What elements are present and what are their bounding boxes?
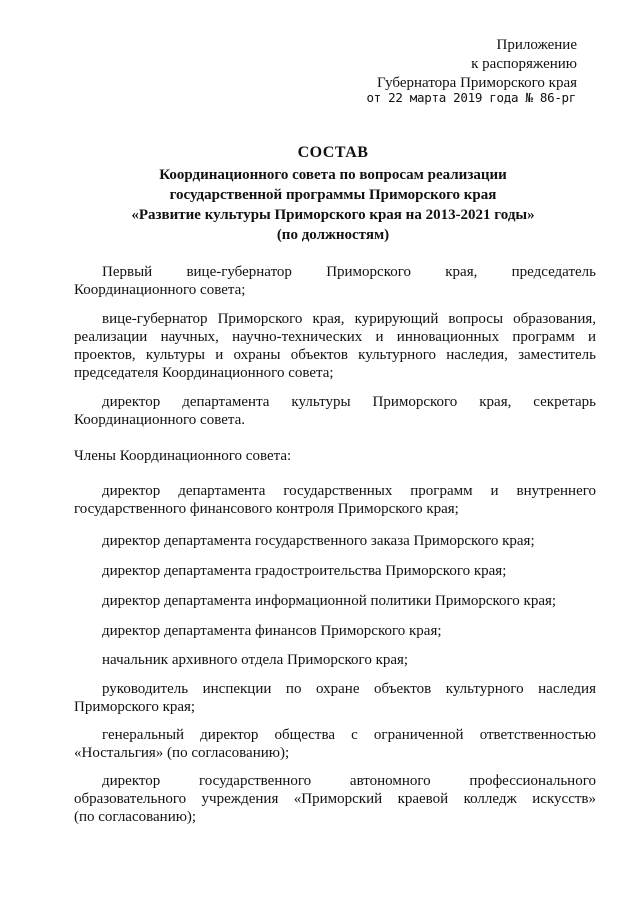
text-line: проектов, культуры и охраны объектов культурного наследия, заместитель bbox=[74, 347, 596, 363]
member-item: директор департамента информационной политики Приморского края; bbox=[102, 593, 557, 609]
document-title bbox=[74, 143, 592, 245]
text-line: реализации научных, научно-технических и инновационных программ и bbox=[74, 329, 596, 345]
paragraph-deputy bbox=[74, 310, 596, 382]
text-line: «Ностальгия» (по согласованию); bbox=[74, 745, 290, 761]
appendix-header bbox=[317, 36, 577, 93]
appendix-label: Приложение bbox=[496, 37, 577, 53]
member-item: директор департамента градостроительства Приморского края; bbox=[102, 563, 507, 579]
text-line: вице-губернатор Приморского края, курирующий вопросы образования, bbox=[102, 311, 596, 327]
title-line-1: Координационного совета по вопросам реализации bbox=[159, 167, 507, 183]
paragraph-secretary bbox=[74, 393, 596, 429]
text-line: Приморского края; bbox=[74, 699, 196, 715]
paragraph-chairman bbox=[74, 263, 596, 299]
member-item bbox=[74, 680, 596, 716]
text-line: образовательного учреждения «Приморский краевой колледж искусств» bbox=[74, 791, 596, 807]
appendix-governor: Губернатора Приморского края bbox=[377, 75, 577, 91]
title-line-4: (по должностям) bbox=[276, 227, 390, 243]
text-line: генеральный директор общества с ограниченной ответственностью bbox=[102, 727, 596, 743]
text-line: председателя Координационного совета; bbox=[74, 365, 334, 381]
order-date-stamp: от 22 марта 2019 года № 86-рг bbox=[366, 90, 576, 105]
text-line: Координационного совета. bbox=[74, 412, 245, 428]
text-line: Члены Координационного совета: bbox=[74, 448, 292, 464]
member-item: директор департамента финансов Приморского края; bbox=[102, 623, 442, 639]
text-line: Координационного совета; bbox=[74, 282, 246, 298]
text-line: государственного финансового контроля Приморского края; bbox=[74, 501, 459, 517]
text-line: директор департамента государственных программ и внутреннего bbox=[102, 483, 596, 499]
title-line-2: государственной программы Приморского края bbox=[169, 187, 497, 203]
member-item bbox=[74, 482, 596, 518]
member-item bbox=[74, 772, 596, 826]
text-line: директор государственного автономного профессионального bbox=[102, 773, 596, 789]
members-heading bbox=[74, 447, 596, 465]
text-line: директор департамента культуры Приморского края, секретарь bbox=[102, 394, 596, 410]
member-item bbox=[74, 726, 596, 762]
member-item: начальник архивного отдела Приморского края; bbox=[102, 652, 409, 668]
text-line: Первый вице-губернатор Приморского края, председатель bbox=[102, 264, 596, 280]
title-main: СОСТАВ bbox=[297, 144, 369, 161]
text-line: руководитель инспекции по охране объектов культурного наследия bbox=[102, 681, 596, 697]
member-item: директор департамента государственного заказа Приморского края; bbox=[102, 533, 535, 549]
title-line-3: «Развитие культуры Приморского края на 2013-2021 годы» bbox=[131, 207, 535, 223]
text-line: (по согласованию); bbox=[74, 809, 197, 825]
appendix-order-ref: к распоряжению bbox=[471, 56, 577, 72]
